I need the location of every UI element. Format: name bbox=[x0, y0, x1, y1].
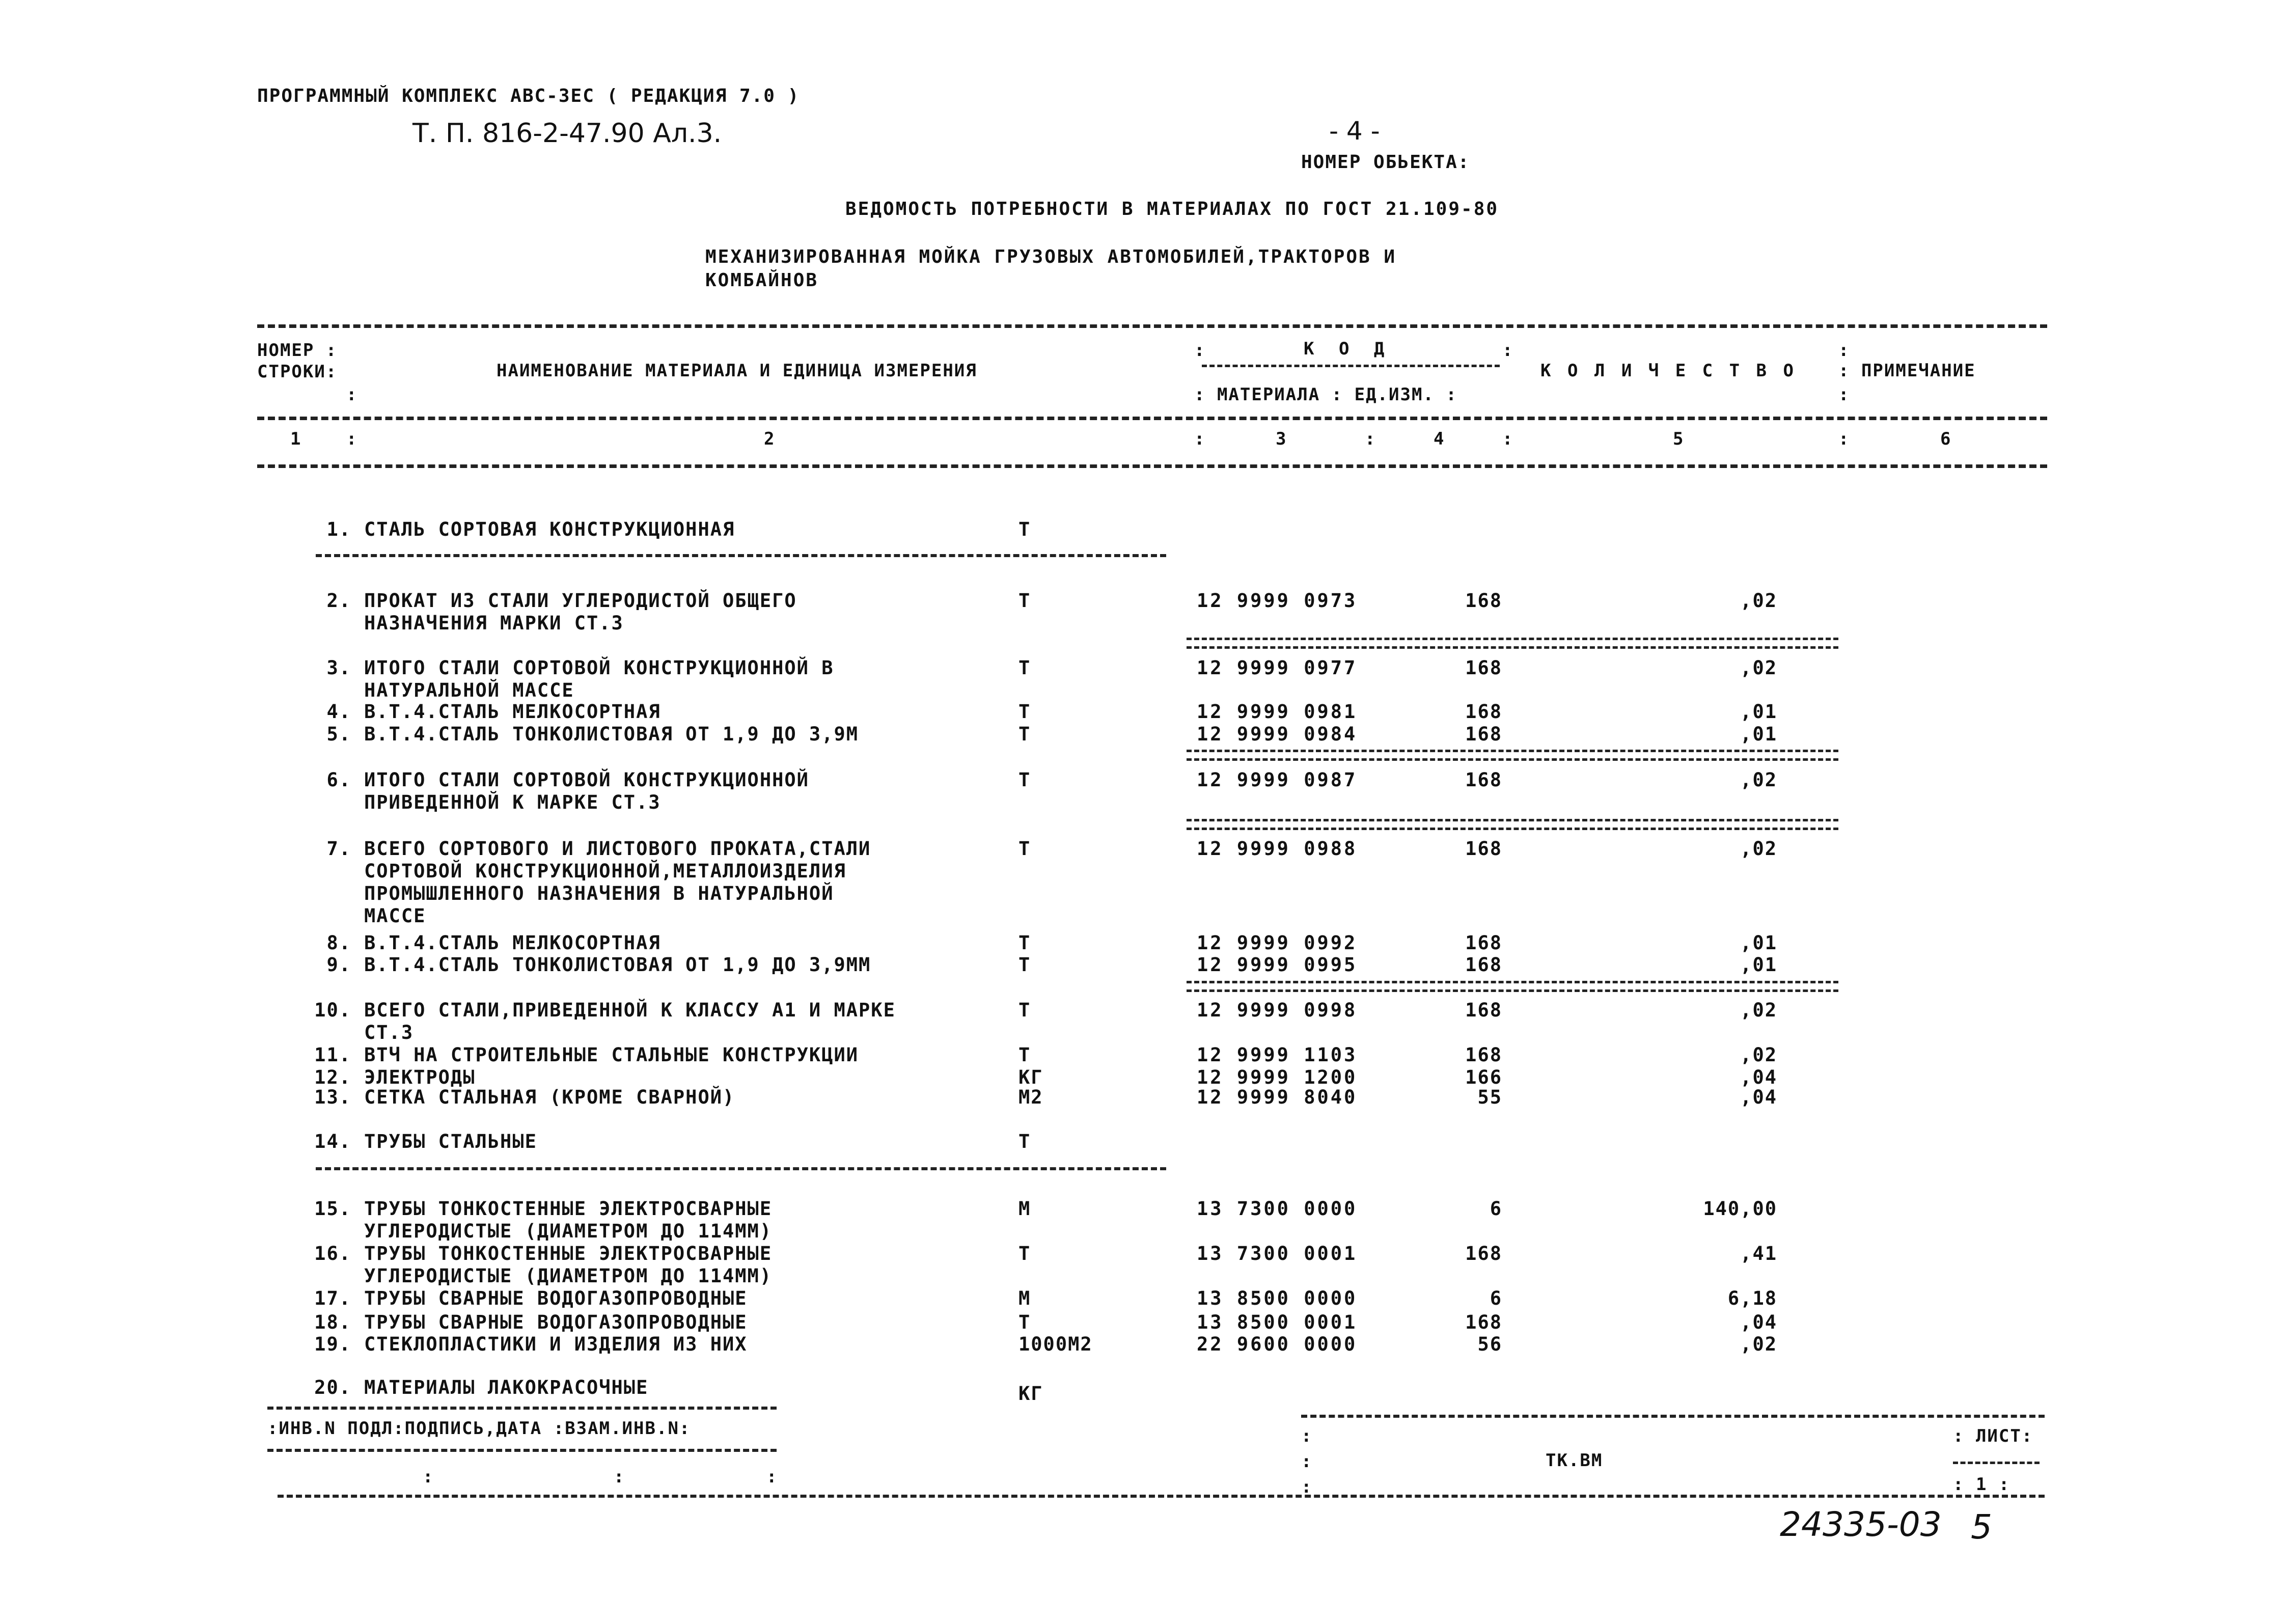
row-name: ТРУБЫ СТАЛЬНЫЕ bbox=[364, 1131, 537, 1152]
row-unit: Т bbox=[1018, 769, 1031, 791]
program-label: ПРОГРАММНЫЙ КОМПЛЕКС АВС-3ЕС ( РЕДАКЦИЯ 7.0 ) bbox=[257, 86, 800, 106]
row-name: УГЛЕРОДИСТЫЕ (ДИАМЕТРОМ ДО 114ММ) bbox=[364, 1265, 773, 1287]
project-code: Т. П. 816-2-47.90 Ал.3. bbox=[412, 118, 722, 149]
row-unit: Т bbox=[1018, 657, 1031, 679]
row-quantity: 140,00 bbox=[1703, 1198, 1777, 1220]
row-number: 18. bbox=[314, 1311, 351, 1333]
row-code: 13 7300 0001 bbox=[1197, 1243, 1358, 1264]
total-rule bbox=[1187, 638, 1838, 649]
stamp-separator: : bbox=[423, 1467, 434, 1487]
row-name: НАТУРАЛЬНОЙ МАССЕ bbox=[364, 679, 574, 701]
col-num-2: 2 bbox=[764, 429, 776, 449]
row-unit-code: 168 bbox=[1465, 1243, 1502, 1264]
handwritten-archive-number: 24335-03 bbox=[1780, 1505, 1942, 1544]
stamp-center-code: ТК.ВМ bbox=[1546, 1450, 1603, 1471]
row-code: 12 9999 0998 bbox=[1197, 999, 1358, 1021]
col-name-header: НАИМЕНОВАНИЕ МАТЕРИАЛА И ЕДИНИЦА ИЗМЕРЕНИЯ bbox=[497, 361, 977, 381]
sheet-value: : 1 : bbox=[1953, 1474, 2010, 1495]
row-code: 13 8500 0000 bbox=[1197, 1287, 1358, 1309]
total-rule bbox=[1187, 750, 1838, 761]
row-name: ТРУБЫ ТОНКОСТЕННЫЕ ЭЛЕКТРОСВАРНЫЕ bbox=[364, 1198, 773, 1220]
row-number: 19. bbox=[314, 1333, 351, 1355]
row-unit-code: 166 bbox=[1465, 1066, 1502, 1088]
row-number: 4. bbox=[326, 701, 351, 723]
stamp-rule bbox=[267, 1407, 777, 1410]
row-number: 10. bbox=[314, 999, 351, 1021]
stamp-rule bbox=[267, 1449, 777, 1452]
section-underline bbox=[316, 554, 1166, 557]
row-quantity: ,02 bbox=[1740, 1044, 1777, 1066]
stamp-separator: : bbox=[1301, 1451, 1313, 1472]
row-name: МАТЕРИАЛЫ ЛАКОКРАСОЧНЫЕ bbox=[364, 1377, 649, 1398]
col-num-4: 4 bbox=[1434, 429, 1445, 449]
sheet-rule bbox=[1953, 1462, 2040, 1464]
row-code: 12 9999 0973 bbox=[1197, 590, 1358, 612]
row-quantity: ,02 bbox=[1740, 838, 1777, 860]
col-separator: : bbox=[346, 429, 357, 449]
row-unit: Т bbox=[1018, 590, 1031, 612]
col-num-5: 5 bbox=[1673, 429, 1685, 449]
row-number: 7. bbox=[326, 838, 351, 860]
stamp-separator: : bbox=[766, 1467, 778, 1487]
row-number: 17. bbox=[314, 1287, 351, 1309]
header-top-rule bbox=[257, 324, 2047, 328]
row-unit-code: 168 bbox=[1465, 954, 1502, 976]
row-name: ИТОГО СТАЛИ СОРТОВОЙ КОНСТРУКЦИОННОЙ В bbox=[364, 657, 834, 679]
row-quantity: ,02 bbox=[1740, 657, 1777, 679]
row-number: 2. bbox=[326, 590, 351, 612]
row-name: В.Т.4.СТАЛЬ ТОНКОЛИСТОВАЯ ОТ 1,9 ДО 3,9М bbox=[364, 723, 859, 745]
col-separator: : bbox=[1838, 429, 1849, 449]
row-name: ЭЛЕКТРОДЫ bbox=[364, 1066, 476, 1088]
row-name: МАССЕ bbox=[364, 905, 426, 927]
col-num-1: 1 bbox=[290, 429, 302, 449]
row-unit-code: 168 bbox=[1465, 590, 1502, 612]
col-separator: : bbox=[1194, 429, 1205, 449]
row-number: 11. bbox=[314, 1044, 351, 1066]
row-name: В.Т.4.СТАЛЬ МЕЛКОСОРТНАЯ bbox=[364, 701, 661, 723]
row-number: 6. bbox=[326, 769, 351, 791]
row-number: 8. bbox=[326, 932, 351, 954]
row-name: ТРУБЫ ТОНКОСТЕННЫЕ ЭЛЕКТРОСВАРНЫЕ bbox=[364, 1243, 773, 1264]
row-unit: М bbox=[1018, 1198, 1031, 1220]
row-name: В.Т.4.СТАЛЬ ТОНКОЛИСТОВАЯ ОТ 1,9 ДО 3,9ММ bbox=[364, 954, 871, 976]
stamp-separator: : bbox=[614, 1467, 625, 1487]
row-number: 1. bbox=[326, 518, 351, 540]
code-header: К О Д bbox=[1304, 339, 1392, 359]
row-code: 12 9999 0992 bbox=[1197, 932, 1358, 954]
row-unit: Т bbox=[1018, 999, 1031, 1021]
row-number: 16. bbox=[314, 1243, 351, 1264]
row-quantity: ,04 bbox=[1740, 1066, 1777, 1088]
row-unit-code: 55 bbox=[1477, 1086, 1502, 1108]
row-code: 12 9999 0987 bbox=[1197, 769, 1358, 791]
row-name: ПРИВЕДЕННОЙ К МАРКЕ СТ.3 bbox=[364, 791, 661, 813]
row-number: 13. bbox=[314, 1086, 351, 1108]
row-unit: Т bbox=[1018, 1311, 1031, 1333]
col-separator: : bbox=[1502, 340, 1513, 361]
col-separator: : bbox=[1502, 429, 1513, 449]
row-unit-code: 168 bbox=[1465, 932, 1502, 954]
row-number: 12. bbox=[314, 1066, 351, 1088]
sheet-label: : ЛИСТ: bbox=[1953, 1426, 2033, 1446]
total-rule bbox=[1187, 819, 1838, 830]
row-code: 12 9999 0981 bbox=[1197, 701, 1358, 723]
header-mid-rule bbox=[257, 417, 2047, 420]
row-number: 20. bbox=[314, 1377, 351, 1398]
row-quantity: ,02 bbox=[1740, 769, 1777, 791]
row-unit: Т bbox=[1018, 1243, 1031, 1264]
row-quantity: ,01 bbox=[1740, 932, 1777, 954]
code-material-header: : МАТЕРИАЛА : ЕД.ИЗМ. : bbox=[1194, 384, 1457, 405]
inventory-header: :ИНВ.N ПОДЛ:ПОДПИСЬ,ДАТА :ВЗАМ.ИНВ.N: bbox=[267, 1418, 691, 1439]
row-unit: Т bbox=[1018, 1044, 1031, 1066]
section-underline bbox=[316, 1167, 1166, 1170]
row-number: 3. bbox=[326, 657, 351, 679]
row-unit: Т bbox=[1018, 701, 1031, 723]
row-quantity: ,01 bbox=[1740, 723, 1777, 745]
row-name: ПРОМЫШЛЕННОГО НАЗНАЧЕНИЯ В НАТУРАЛЬНОЙ bbox=[364, 883, 834, 904]
row-unit: Т bbox=[1018, 932, 1031, 954]
col-separator: : bbox=[1838, 384, 1849, 405]
col-separator: : bbox=[1838, 340, 1849, 361]
row-code: 13 8500 0001 bbox=[1197, 1311, 1358, 1333]
row-unit-code: 168 bbox=[1465, 999, 1502, 1021]
total-rule bbox=[1187, 981, 1838, 992]
row-unit-code: 6 bbox=[1490, 1287, 1502, 1309]
row-unit-code: 168 bbox=[1465, 1044, 1502, 1066]
row-unit: КГ bbox=[1018, 1066, 1043, 1088]
row-unit: Т bbox=[1018, 723, 1031, 745]
row-code: 12 9999 0984 bbox=[1197, 723, 1358, 745]
row-name: ТРУБЫ СВАРНЫЕ ВОДОГАЗОПРОВОДНЫЕ bbox=[364, 1311, 748, 1333]
stamp-separator: : bbox=[1301, 1477, 1313, 1497]
row-unit: Т bbox=[1018, 518, 1031, 540]
row-code: 22 9600 0000 bbox=[1197, 1333, 1358, 1355]
row-quantity: ,01 bbox=[1740, 954, 1777, 976]
row-code: 12 9999 8040 bbox=[1197, 1086, 1358, 1108]
row-unit-code: 168 bbox=[1465, 657, 1502, 679]
subtitle-line-1: МЕХАНИЗИРОВАННАЯ МОЙКА ГРУЗОВЫХ АВТОМОБИЛЕЙ,ТРАКТОРОВ И bbox=[705, 246, 1397, 267]
stamp-bottom-rule bbox=[278, 1495, 2045, 1498]
row-name: НАЗНАЧЕНИЯ МАРКИ СТ.3 bbox=[364, 612, 624, 634]
page-number: - 4 - bbox=[1329, 116, 1380, 146]
col-number-header-line2: СТРОКИ: bbox=[257, 362, 338, 382]
stamp-separator: : bbox=[1301, 1426, 1313, 1446]
row-code: 12 9999 0988 bbox=[1197, 838, 1358, 860]
row-number: 14. bbox=[314, 1131, 351, 1152]
col-separator: : bbox=[1365, 429, 1375, 449]
row-name: ВСЕГО СТАЛИ,ПРИВЕДЕННОЙ К КЛАССУ А1 И МАРКЕ bbox=[364, 999, 896, 1021]
row-code: 13 7300 0000 bbox=[1197, 1198, 1358, 1220]
row-unit: 1000М2 bbox=[1018, 1333, 1093, 1355]
row-unit: М bbox=[1018, 1287, 1031, 1309]
row-number: 15. bbox=[314, 1198, 351, 1220]
row-code: 12 9999 0995 bbox=[1197, 954, 1358, 976]
row-unit: КГ bbox=[1018, 1383, 1043, 1405]
row-name: ИТОГО СТАЛИ СОРТОВОЙ КОНСТРУКЦИОННОЙ bbox=[364, 769, 809, 791]
row-quantity: ,04 bbox=[1740, 1311, 1777, 1333]
row-code: 12 9999 0977 bbox=[1197, 657, 1358, 679]
row-quantity: ,01 bbox=[1740, 701, 1777, 723]
col-separator: : bbox=[1194, 340, 1205, 361]
row-unit: Т bbox=[1018, 1131, 1031, 1152]
row-name: СТ.3 bbox=[364, 1022, 414, 1043]
row-unit: Т bbox=[1018, 954, 1031, 976]
row-quantity: ,02 bbox=[1740, 590, 1777, 612]
row-name: ВСЕГО СОРТОВОГО И ЛИСТОВОГО ПРОКАТА,СТАЛИ bbox=[364, 838, 871, 860]
col-num-6: 6 bbox=[1940, 429, 1952, 449]
object-number-label: НОМЕР ОБЬЕКТА: bbox=[1301, 152, 1470, 173]
row-name: СТЕКЛОПЛАСТИКИ И ИЗДЕЛИЯ ИЗ НИХ bbox=[364, 1333, 748, 1355]
row-name: ТРУБЫ СВАРНЫЕ ВОДОГАЗОПРОВОДНЫЕ bbox=[364, 1287, 748, 1309]
row-quantity: ,41 bbox=[1740, 1243, 1777, 1264]
row-unit-code: 6 bbox=[1490, 1198, 1502, 1220]
row-unit-code: 56 bbox=[1477, 1333, 1502, 1355]
row-quantity: ,02 bbox=[1740, 1333, 1777, 1355]
note-header: : ПРИМЕЧАНИЕ bbox=[1838, 361, 1976, 381]
row-unit-code: 168 bbox=[1465, 838, 1502, 860]
code-sub-rule bbox=[1202, 365, 1500, 367]
row-unit: Т bbox=[1018, 838, 1031, 860]
row-unit-code: 168 bbox=[1465, 769, 1502, 791]
col-num-3: 3 bbox=[1276, 429, 1287, 449]
quantity-header: К О Л И Ч Е С Т В О bbox=[1540, 361, 1797, 381]
row-name: СЕТКА СТАЛЬНАЯ (КРОМЕ СВАРНОЙ) bbox=[364, 1086, 735, 1108]
row-unit-code: 168 bbox=[1465, 701, 1502, 723]
row-unit-code: 168 bbox=[1465, 723, 1502, 745]
stamp-right-top-rule bbox=[1301, 1415, 2045, 1418]
row-name: В.Т.4.СТАЛЬ МЕЛКОСОРТНАЯ bbox=[364, 932, 661, 954]
header-bottom-rule bbox=[257, 464, 2047, 468]
row-quantity: 6,18 bbox=[1727, 1287, 1777, 1309]
row-code: 12 9999 1103 bbox=[1197, 1044, 1358, 1066]
row-code: 12 9999 1200 bbox=[1197, 1066, 1358, 1088]
document-title: ВЕДОМОСТЬ ПОТРЕБНОСТИ В МАТЕРИАЛАХ ПО ГОСТ 21.109-80 bbox=[845, 199, 1499, 219]
col-separator: : bbox=[346, 384, 357, 405]
row-name: СОРТОВОЙ КОНСТРУКЦИОННОЙ,МЕТАЛЛОИЗДЕЛИЯ bbox=[364, 860, 846, 882]
row-number: 5. bbox=[326, 723, 351, 745]
row-name: ПРОКАТ ИЗ СТАЛИ УГЛЕРОДИСТОЙ ОБЩЕГО bbox=[364, 590, 797, 612]
row-number: 9. bbox=[326, 954, 351, 976]
col-number-header-line1: НОМЕР : bbox=[257, 340, 338, 361]
subtitle-line-2: КОМБАЙНОВ bbox=[705, 270, 819, 291]
handwritten-sheet-number: 5 bbox=[1971, 1507, 1992, 1547]
row-unit: М2 bbox=[1018, 1086, 1043, 1108]
row-quantity: ,04 bbox=[1740, 1086, 1777, 1108]
row-name: УГЛЕРОДИСТЫЕ (ДИАМЕТРОМ ДО 114ММ) bbox=[364, 1220, 773, 1242]
row-unit-code: 168 bbox=[1465, 1311, 1502, 1333]
row-name: СТАЛЬ СОРТОВАЯ КОНСТРУКЦИОННАЯ bbox=[364, 518, 735, 540]
row-name: ВТЧ НА СТРОИТЕЛЬНЫЕ СТАЛЬНЫЕ КОНСТРУКЦИИ bbox=[364, 1044, 859, 1066]
row-quantity: ,02 bbox=[1740, 999, 1777, 1021]
